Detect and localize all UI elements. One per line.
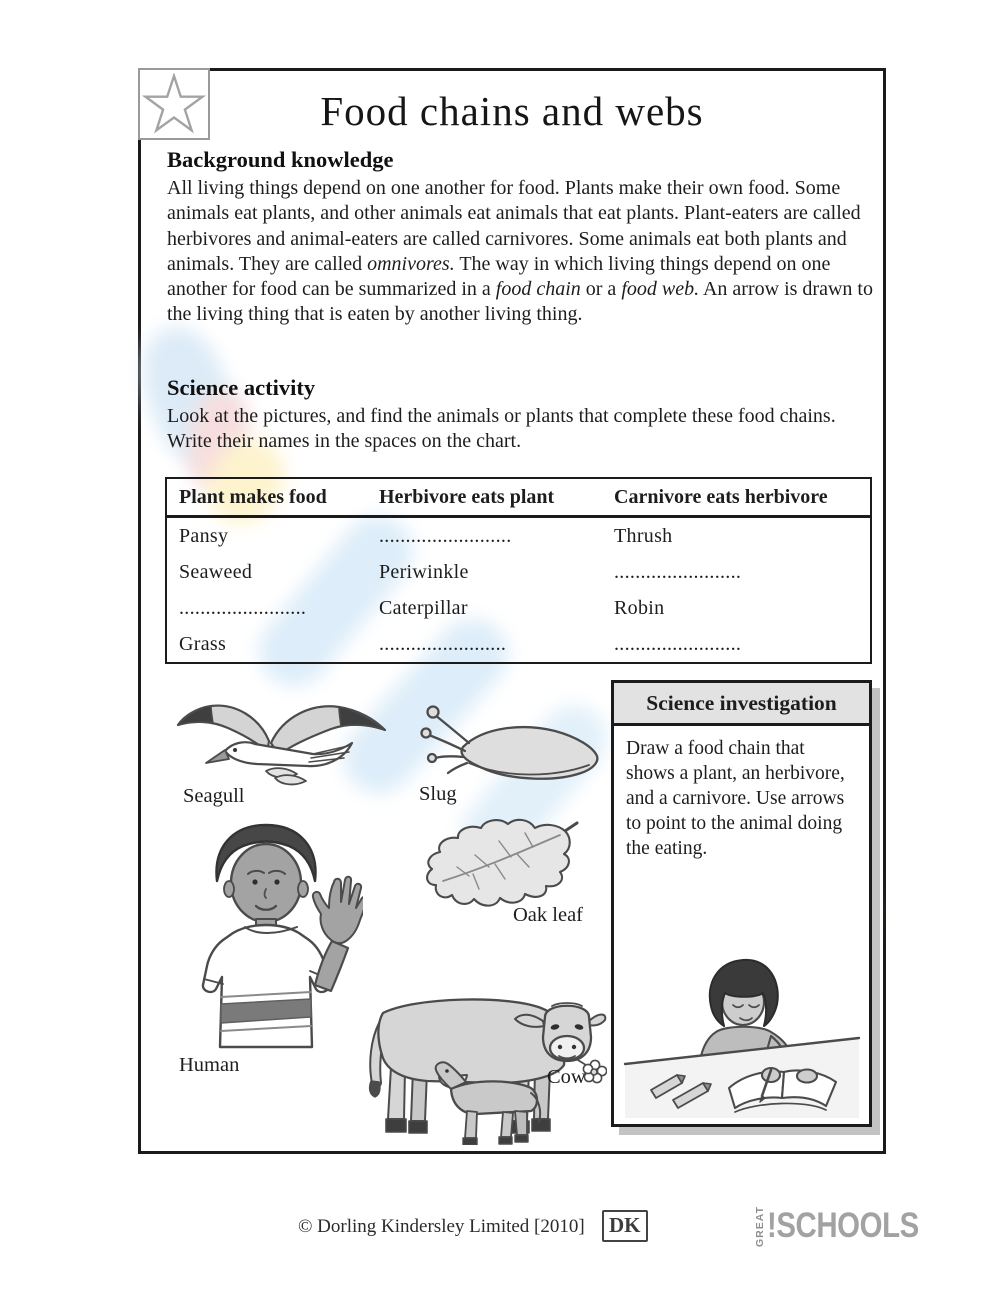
slug-illustration: [403, 699, 603, 791]
column-header: Carnivore eats herbivore: [614, 486, 828, 508]
table-cell: Robin: [614, 596, 665, 619]
human-label: Human: [179, 1054, 240, 1076]
paragraph-text: An arrow is drawn to the living thing that is eaten by another living thing.: [167, 278, 873, 326]
table-cell-blank: .........................: [379, 524, 512, 547]
greatschools-vertical-text: GREAT: [754, 1206, 766, 1247]
human-illustration: [171, 819, 363, 1053]
activity-text: Look at the pictures, and find the animals or plants that complete these food chains. Write their names in the spaces on the chart.: [167, 405, 836, 453]
table-cell: Grass: [179, 632, 227, 655]
food-chain-table: [165, 477, 872, 664]
table-cell-blank: ........................: [179, 596, 307, 619]
paragraph-text: or a: [580, 278, 622, 301]
seagull-label: Seagull: [183, 785, 245, 807]
table-cell: Seaweed: [179, 560, 253, 583]
cow-illustration: [355, 971, 607, 1145]
oak-leaf-label: Oak leaf: [513, 904, 583, 926]
table-row: [167, 554, 870, 590]
greatschools-logo: [754, 1206, 948, 1247]
science-investigation-box: [611, 680, 872, 1127]
table-cell: Pansy: [179, 524, 229, 547]
dk-logo: DK: [602, 1210, 648, 1242]
table-row: [167, 626, 870, 662]
paragraph-italic: food web.: [621, 278, 700, 301]
seagull-illustration: [171, 693, 399, 797]
activity-heading: Science activity: [167, 375, 316, 400]
child-writing-illustration: [621, 944, 863, 1120]
table-cell: Periwinkle: [379, 560, 469, 583]
investigation-text: Draw a food chain that shows a plant, an herbivore, and a carnivore. Use arrows to point to the animal doing the eating.: [626, 738, 845, 859]
table-cell-blank: ........................: [614, 632, 742, 655]
greatschools-main-text: !SCHOOLS: [767, 1206, 919, 1246]
table-cell: Caterpillar: [379, 596, 468, 619]
slug-label: Slug: [419, 783, 457, 805]
table-header-row: [167, 479, 870, 518]
table-cell: Thrush: [614, 524, 673, 547]
background-paragraph: [167, 176, 881, 328]
table-row: [167, 518, 870, 554]
oak-leaf-illustration: [407, 815, 579, 917]
paragraph-text: The way in which living things depend on one another for food can be summarized in a: [167, 252, 831, 301]
paragraph-text: All living things depend on one another for food. Plants make their own food. Some animals eat plants, and other animals eat animals that eat plants. Plant-eaters are called herbivores and animal-eaters are called carnivores. Some animals eat both plants and animals. They are called: [167, 177, 861, 275]
background-section: [167, 147, 881, 328]
cow-label: Cow: [547, 1066, 586, 1088]
activity-section: [167, 375, 881, 455]
paragraph-italic: omnivores.: [367, 252, 455, 275]
page-title: Food chains and webs: [320, 88, 704, 134]
investigation-title: Science investigation: [614, 683, 869, 726]
table-cell-blank: ........................: [614, 560, 742, 583]
background-heading: Background knowledge: [167, 147, 394, 172]
page-border: [138, 68, 886, 1154]
column-header: Plant makes food: [179, 486, 327, 508]
table-row: [167, 590, 870, 626]
table-cell-blank: ........................: [379, 632, 507, 655]
paragraph-italic: food chain: [495, 278, 581, 301]
column-header: Herbivore eats plant: [379, 486, 555, 508]
copyright-text: © Dorling Kindersley Limited [2010]: [298, 1216, 585, 1237]
